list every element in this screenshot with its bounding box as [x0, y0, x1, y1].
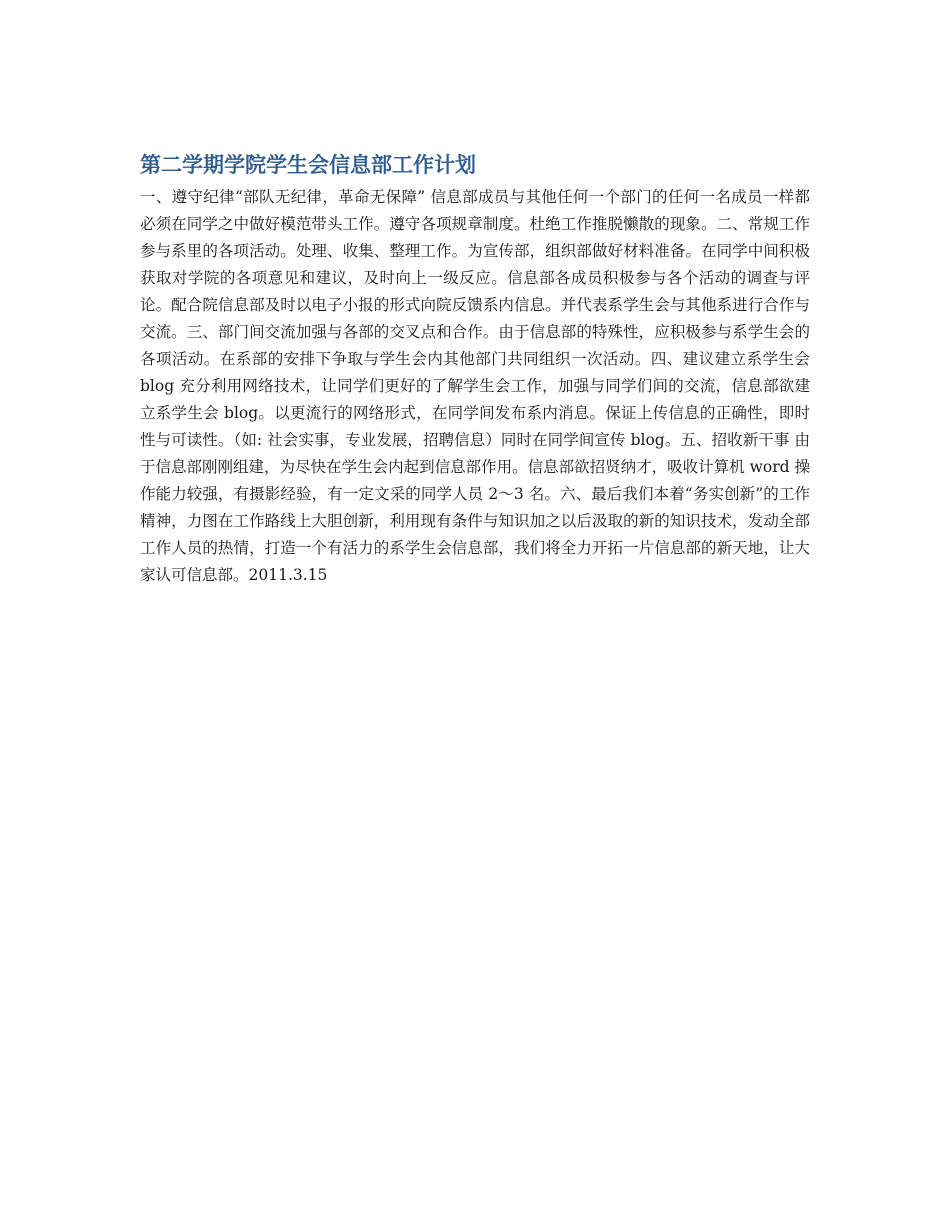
- document-content: [140, 150, 810, 589]
- document-body: 一、遵守纪律“部队无纪律，革命无保障” 信息部成员与其他任何一个部门的任何一名成员一样都必须在同学之中做好模范带头工作。遵守各项规章制度。杜绝工作推脱懒散的现象。二、常规工作 参与系里的各项活动。处理、收集、整理工作。为宣传部，组织部做好材料准备。在同学中间积极获取对学院的各项意见和建议，及时向上一级反应。信息部各成员积极参与各个活动的调查与评论。配合院信息部及时以电子小报的形式向院反馈系内信息。并代表系学生会与其他系进行合作与交流。三、部门间交流加强与各部的交叉点和合作。由于信息部的特殊性，应积极参与系学生会的各项活动。在系部的安排下争取与学生会内其他部门共同组织一次活动。四、建议建立系学生会 blog 充分利用网络技术，让同学们更好的了解学生会工作，加强与同学们间的交流，信息部欲建立系学生会 blog。以更流行的网络形式，在同学间发布系内消息。保证上传信息的正确性，即时性与可读性。（如: 社会实事，专业发展，招聘信息）同时在同学间宣传 blog。五、招收新干事 由于信息部刚刚组建，为尽快在学生会内起到信息部作用。信息部欲招贤纳才，吸收计算机 word 操作能力较强，有摄影经验，有一定文采的同学人员 2～3 名。六、最后我们本着“务实创新”的工作精神，力图在工作路线上大胆创新，利用现有条件与知识加之以后汲取的新的知识技术，发动全部工作人员的热情，打造一个有活力的系学生会信息部，我们将全力开拓一片信息部的新天地，让大家认可信息部。2011.3.15: [140, 188, 810, 584]
- document-title: 第二学期学院学生会信息部工作计划: [140, 153, 476, 177]
